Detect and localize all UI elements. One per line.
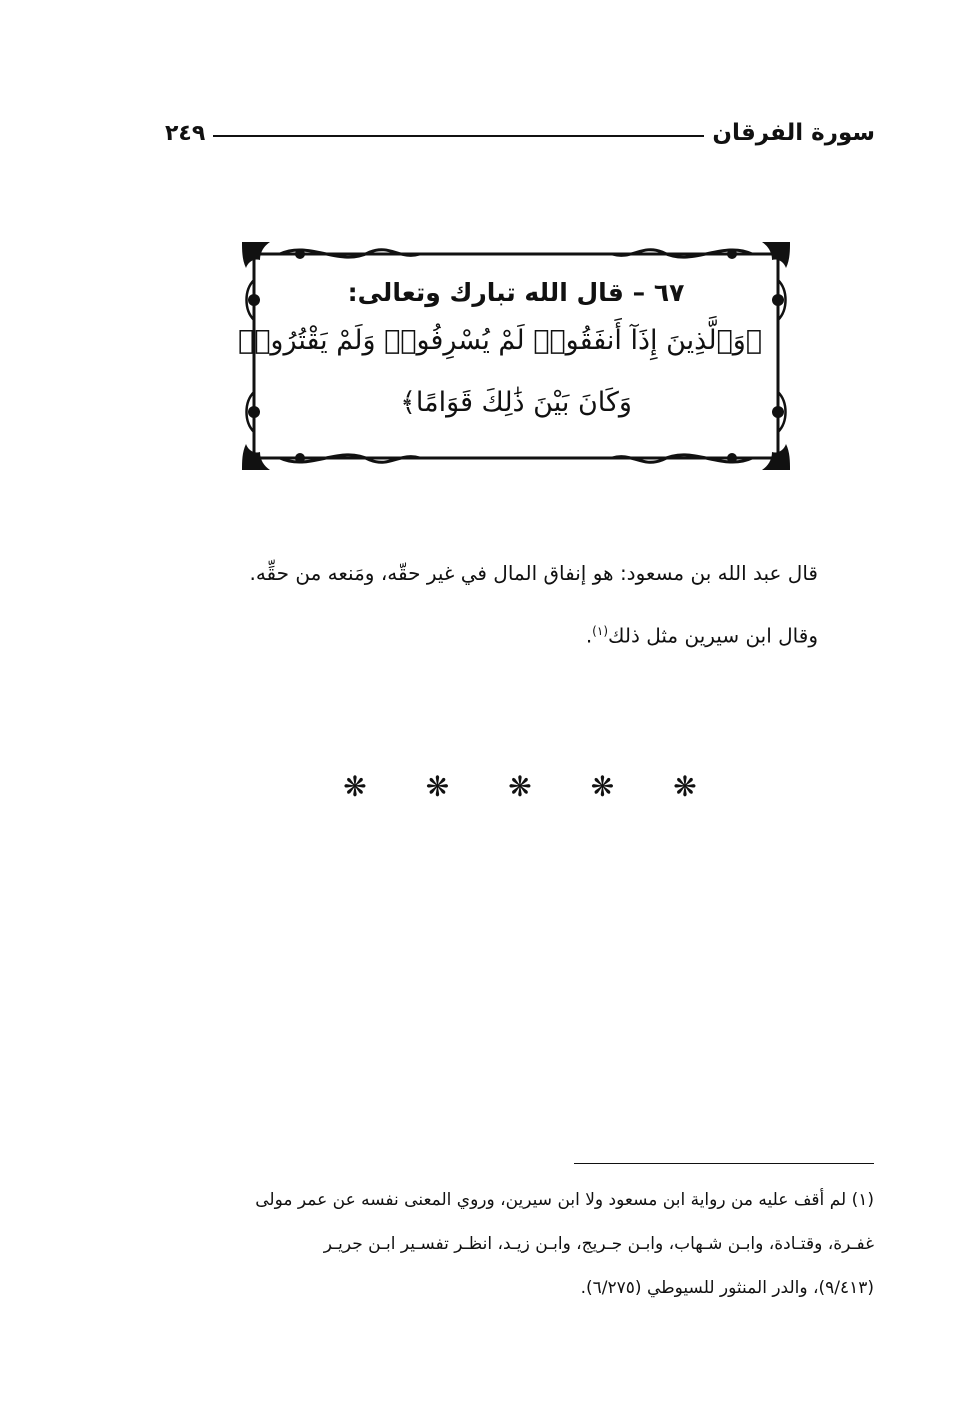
commentary-line-1: قال عبد الله بن مسعود: هو إنفاق المال في غير حقّه، ومَنعه من حقِّه.: [249, 561, 818, 585]
ayah-line-1: ﴿وَٱلَّذِينَ إِذَآ أَنفَقُوا۟ لَمْ يُسْرِفُوا۟ وَلَمْ يَقْتُرُوا۟: [238, 325, 762, 356]
commentary-line-2-end: .: [585, 623, 593, 648]
commentary-line-2-text: وقال ابن سيرين مثل ذلك: [608, 623, 818, 648]
footnote-line-1: (١) لم أقف عليه من رواية ابن مسعود ولا ابن سيرين، وروي المعنى نفسه عن عمر مولى: [255, 1190, 874, 1210]
separator-star: ❋: [508, 770, 532, 803]
verse-frame: [240, 240, 792, 472]
footnote-line-3: (٩/٤١٣)، والدر المنثور للسيوطي (٦/٢٧٥).: [580, 1278, 874, 1298]
separator-star: ❋: [425, 770, 450, 803]
commentary-line-2: [190, 602, 818, 665]
footnote-rule: [574, 1163, 874, 1164]
footnotes: [160, 1178, 874, 1310]
separator-star: ❋: [343, 770, 367, 803]
separator-star: ❋: [590, 770, 615, 803]
verse-heading: ٦٧ – قال الله تبارك وتعالى:: [347, 278, 685, 307]
page-number: ٢٤٩: [165, 120, 206, 146]
separator-star: ❋: [673, 770, 697, 803]
commentary: [190, 544, 818, 665]
footnote-line-2: غفـرة، وقتـادة، وابـن شـهاب، وابـن جـريج، وابـن زيـد، انظـر تفسـير ابـن جريـر: [323, 1234, 874, 1254]
surah-title: سورة الفرقان: [712, 120, 875, 146]
header-rule: [213, 135, 704, 137]
section-separator: [340, 770, 700, 803]
footnote-ref: (١): [592, 624, 608, 638]
ayah-line-2: وَكَانَ بَيْنَ ذَٰلِكَ قَوَامًا﴾: [400, 387, 632, 418]
running-header: [165, 116, 875, 150]
